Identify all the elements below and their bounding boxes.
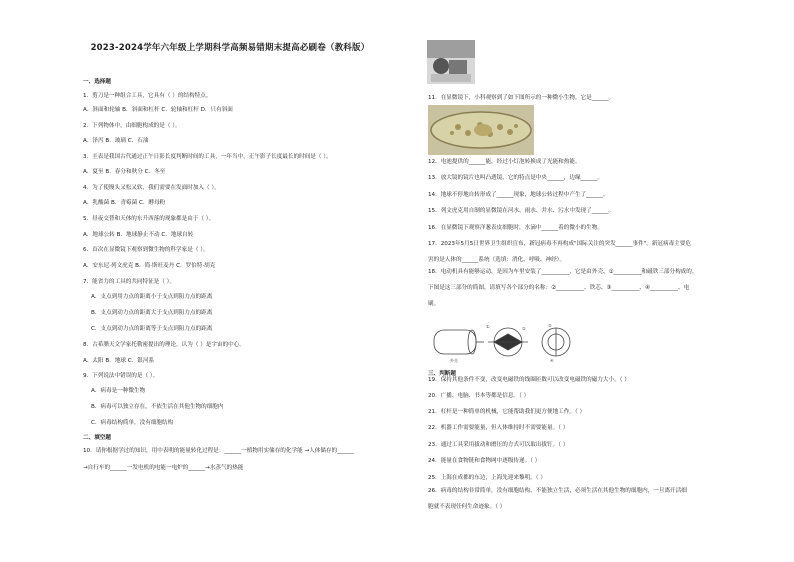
question-line: 25．上海在成都的东边，上海先迎来黎明。（ ）: [428, 475, 546, 481]
question-line: 6．首次在显微镜下观察到微生物的科学家是（ ）。: [83, 247, 209, 253]
question-line: 13．放大镜的镜片也叫凸透镜，它的特点是中央______，边缘______。: [428, 175, 603, 181]
question-line: 刷。: [428, 301, 440, 307]
motor-magnet-drawing: [542, 328, 570, 356]
question-line: A．乳酸菌 B．青霉菌 C．酵母粉: [83, 200, 166, 206]
question-line: 下图是这三部分的简图，请填写各个部分的名称：②__________、铁芯、③__________、④__________、电: [428, 285, 690, 291]
motor-label-1: ①: [486, 324, 490, 329]
section-heading: 三、判断题: [428, 371, 456, 377]
question-line: A．斜面和轮轴 B．斜面和杠杆 C．轮轴和杠杆 D．只有斜面: [83, 107, 233, 113]
question-line: A．病毒是一种微生物: [91, 388, 146, 394]
question-line: 16．在显微镜下观察洋葱表皮细胞时，水滴中______着的微小的生物。: [428, 225, 603, 231]
section-heading: 一、选择题: [83, 79, 111, 85]
question-line: 9．下列说法中错误的是（ ）。: [83, 373, 159, 379]
question-line: 15．列文虎克用自制的显微镜在河水、雨水、井水、污水中发现了______。: [428, 208, 615, 214]
question-line: 22．机器工作需要能量，但人体维持时不需要能量。（ ）: [428, 425, 569, 431]
motor-label-2: ②: [522, 326, 526, 331]
question-line: 19．保持其他条件不变，改变电磁铁的线圈匝数可以改变电磁铁的磁力大小。（ ）: [428, 377, 630, 383]
question-line: 26．病毒的结构非常简单，没有细胞结构，不能独立生活，必须生活在其他生物的细胞内，一旦离开活细: [428, 488, 687, 494]
question-line: A．地球公转 B．地球静止不动 C．地球自转: [83, 232, 194, 238]
question-line: 14．地球不停地自转形成了______现象，地球公转过程中产生了______。: [428, 192, 609, 198]
motor-rotor-drawing: [488, 328, 528, 356]
question-line: C．病毒结构简单，没有细胞结构: [91, 420, 174, 426]
question-line: 1．剪刀是一种组合工具，它具有（ ）的结构特点。: [83, 93, 212, 99]
question-line: 10．请你根据学过的知识，用中表明的能量转化过程是：______一植物用实储存的化学能 →人体储存的______: [83, 448, 354, 454]
question-line: 3．圭表是我国古代通过正午日影长度判断时间的工具，一年当中，正午影子长度最长的时间是（ ）。: [83, 154, 332, 160]
question-line: 12．电池提供的______能，经过小灯泡转换成了光能和热能。: [428, 159, 581, 165]
question-line: 20．广播、电脑、书本等都是信息。（ ）: [428, 393, 530, 399]
question-line: 害的是人体的______系统（选填：消化、呼吸、神经）。: [428, 257, 566, 263]
section-heading: 二、填空题: [83, 435, 111, 441]
question-line: 胞就不表现任何生命迹象。（ ）: [428, 504, 506, 510]
question-line: 24．能量在食物链和食物网中逐级传递。（ ）: [428, 458, 541, 464]
question-line: 2．下列物体中，由细胞构成的是（ ）。: [83, 123, 181, 129]
paramecium-image: [428, 105, 534, 155]
question-line: A．安东尼·列文虎克 B．简·斯旺麦丹 C．罗伯特·胡克: [83, 263, 216, 269]
question-line: 18．电动机具有能够运动，是因为车里安装了__________，它是由外壳、①__________和磁铁三部分构成的。: [428, 269, 698, 275]
motor-label-4: ④: [550, 358, 554, 363]
question-line: A．泽泻 B．玻璃 C．石油: [83, 138, 149, 144]
question-line: 17．2023年5月5日世界卫生组织宣布，新冠病毒不再构成"国际关注的突发______事件"。新冠病毒主要危: [428, 241, 691, 247]
document-title: 2023-2024学年六年级上学期科学高频易错期末提高必刷卷（教科版）: [90, 43, 370, 53]
motor-label-shell: 外壳: [450, 358, 458, 363]
question-line: A．支点到用力点的距离小于支点到阻力点的距离: [91, 294, 213, 300]
question-line: 23．通过工具采用拔动和磨压的方式可以取出拔钉。（ ）: [428, 442, 569, 448]
question-line: A．夏至 B．春分和秋分 C．冬至: [83, 169, 166, 175]
question-line: 7．能省力的工具的共同特征是（ ）。: [83, 279, 176, 285]
question-line: B．支点到动力点的距离大于支点到阻力点的距离: [91, 310, 213, 316]
question-line: →自行车的______一发电机的电能一电炉的______→水蒸气的热能: [83, 465, 244, 471]
question-line: 5．昼夜交替和天体的东升西落的现象都是由于（ ）。: [83, 216, 215, 222]
motor-shell-drawing: [434, 330, 484, 354]
photo-image: [427, 40, 475, 84]
motor-label-3: ③: [548, 323, 552, 328]
motor-diagram: [430, 322, 580, 364]
question-line: 21．杠杆是一种简单的机械，它能帮助我们更方便地工作。（ ）: [428, 409, 586, 415]
question-line: 11．在显微镜下，小科观察到了如下图所示的一种微小生物，它是______。: [428, 95, 615, 101]
question-line: B．病毒可以独立存在，不依生活在其他生物的细胞内: [91, 404, 224, 410]
question-line: C．支点到动力点的距离等于支点到阻力点的距离: [91, 326, 213, 332]
question-line: 4．为了使馒头又松又软，我们需要在发面时加入（ ）。: [83, 185, 220, 191]
question-line: A．太阳 B．地球 C．银河系: [83, 358, 155, 364]
question-line: 8．古希腊天文学家托勒密提出的理论，认为（ ）是宇宙的中心。: [83, 342, 245, 348]
